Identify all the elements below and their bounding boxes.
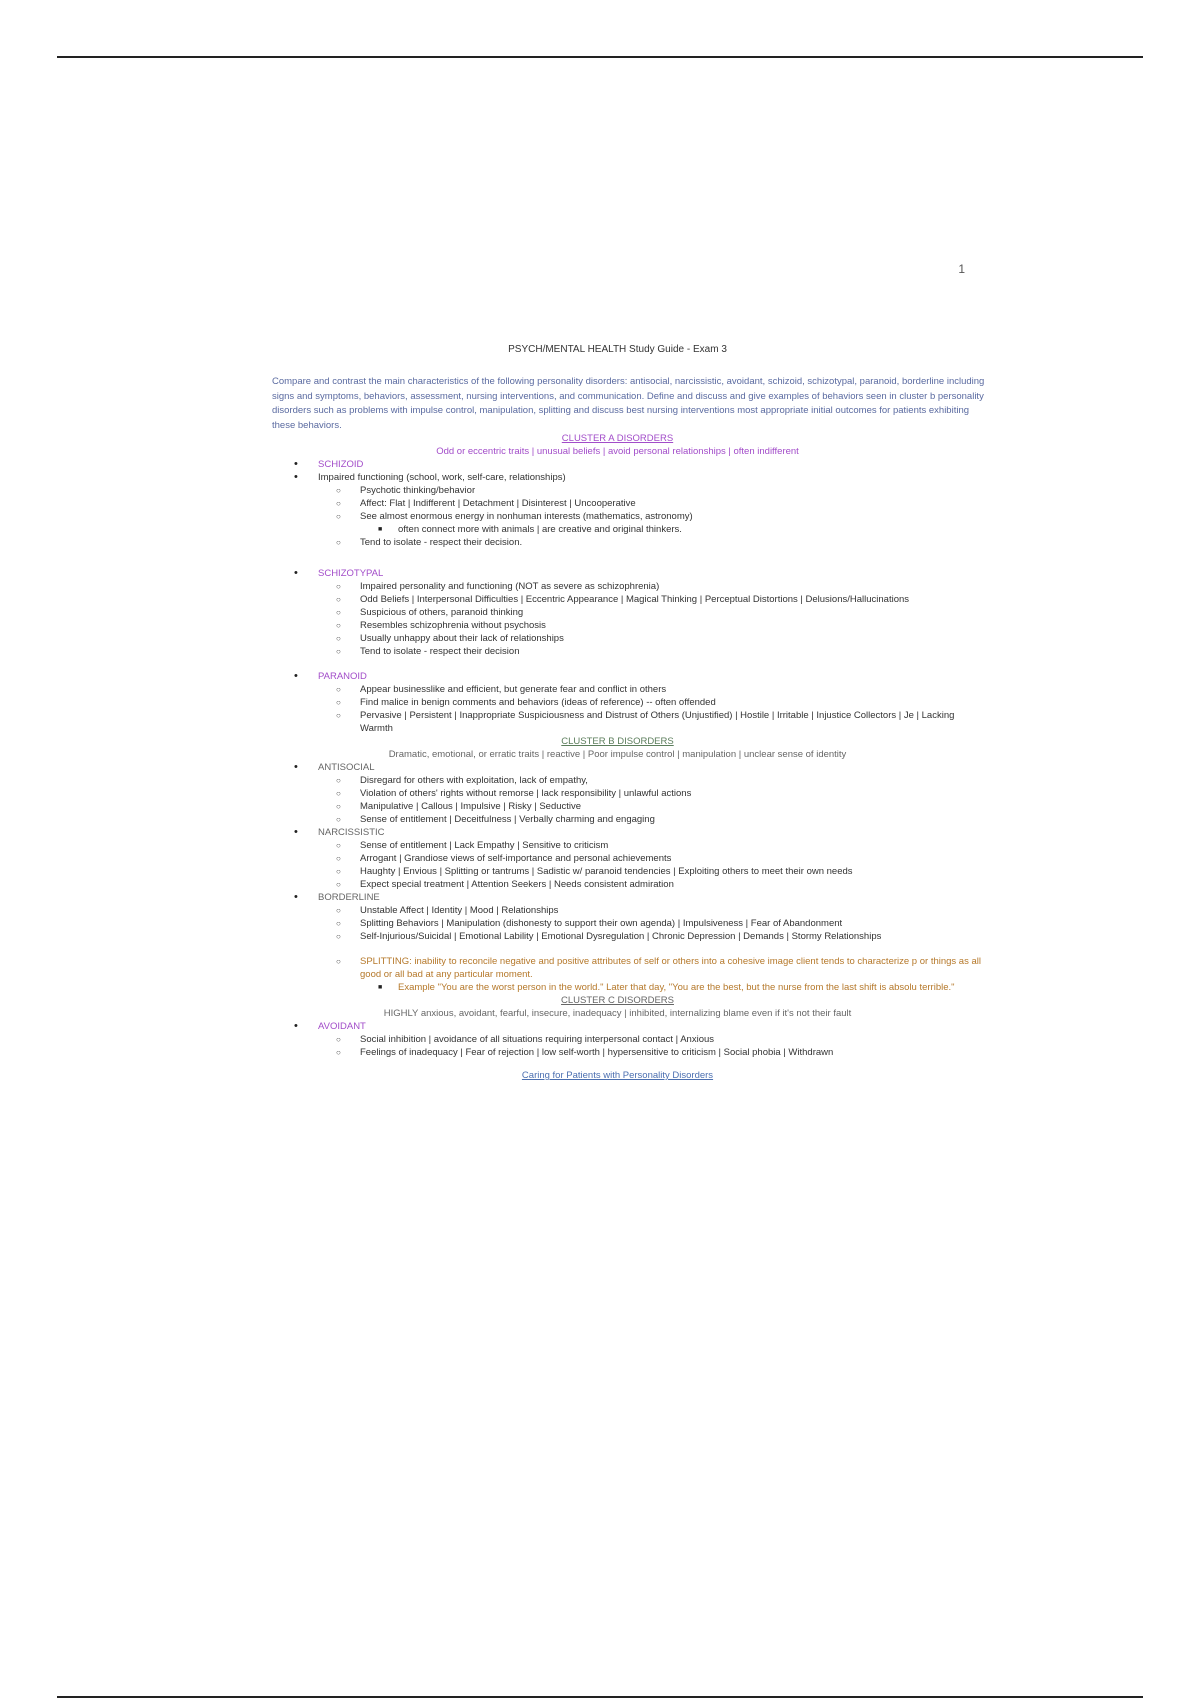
list-item: ○ Unstable Affect | Identity | Mood | Relationships <box>250 904 985 917</box>
list-item: ○ Self-Injurious/Suicidal | Emotional Lability | Emotional Dysregulation | Chronic Depression | Demands | Stormy Relationships <box>250 930 985 943</box>
list-item: ○ Splitting Behaviors | Manipulation (dishonesty to support their own agenda) | Impulsiveness | Fear of Abandonment <box>250 917 985 930</box>
paranoid-label: • PARANOID <box>250 670 985 683</box>
intro-paragraph: Compare and contrast the main characteristics of the following personality disorders: antisocial, narcissistic, avoidant, schizoid, schizotypal, paranoid, borderline including signs and symptoms, behaviors, assessment, nursing interventions, and communication. Define and discuss and give examples of behaviors seen in cluster b personality disorders such as problems with impulse control, manipulation, splitting and discuss best nursing interventions most appropriate initial outcomes for patients exhibiting these behaviors. <box>272 376 985 431</box>
list-item: ○ Find malice in benign comments and behaviors (ideas of reference) -- often offended <box>250 696 985 709</box>
list-item: ○ Psychotic thinking/behavior <box>250 484 985 497</box>
list-item: ○ Resembles schizophrenia without psychosis <box>250 619 985 632</box>
cluster-b-subtitle: Dramatic, emotional, or erratic traits | reactive | Poor impulse control | manipulation | unclear sense of identity <box>388 749 847 760</box>
list-item: ○ Expect special treatment | Attention Seekers | Needs consistent admiration <box>250 878 985 891</box>
list-item: ○ Suspicious of others, paranoid thinking <box>250 606 985 619</box>
footer-link-wrap <box>250 1069 985 1082</box>
cluster-a-subtitle: Odd or eccentric traits | unusual beliefs | avoid personal relationships | often indifferent <box>436 446 799 457</box>
list-item: ○ Sense of entitlement | Lack Empathy | Sensitive to criticism <box>250 839 985 852</box>
splitting-list <box>250 955 985 994</box>
list-item: ○ Tend to isolate - respect their decision. <box>250 536 985 549</box>
cluster-c-heading[interactable]: CLUSTER C DISORDERS <box>561 995 674 1006</box>
list-subitem: ■ often connect more with animals | are creative and original thinkers. <box>250 523 985 536</box>
schizoid-point: • Impaired functioning (school, work, self-care, relationships) <box>250 471 985 484</box>
schizotypal-list <box>250 567 985 658</box>
list-item: ○ Affect: Flat | Indifferent | Detachment | Disinterest | Uncooperative <box>250 497 985 510</box>
list-item: ○ Feelings of inadequacy | Fear of rejection | low self-worth | hypersensitive to criticism | Social phobia | Withdrawn <box>250 1046 985 1059</box>
narcissistic-label: • NARCISSISTIC <box>250 826 985 839</box>
page-number: 1 <box>958 262 965 276</box>
list-item: ○ Usually unhappy about their lack of relationships <box>250 632 985 645</box>
list-item: ○ Violation of others' rights without remorse | lack responsibility | unlawful actions <box>250 787 985 800</box>
list-item: ○ Appear businesslike and efficient, but generate fear and conflict in others <box>250 683 985 696</box>
schizotypal-label: • SCHIZOTYPAL <box>250 567 985 580</box>
list-item: ○ Impaired personality and functioning (NOT as severe as schizophrenia) <box>250 580 985 593</box>
top-rule <box>57 56 1143 58</box>
list-item: ○ Social inhibition | avoidance of all situations requiring interpersonal contact | Anxious <box>250 1033 985 1046</box>
list-item: ○ Manipulative | Callous | Impulsive | Risky | Seductive <box>250 800 985 813</box>
document-content <box>250 432 985 1082</box>
cluster-c-subtitle: HIGHLY anxious, avoidant, fearful, insecure, inadequacy | inhibited, internalizing blame even if it's not their fault <box>383 1008 852 1019</box>
antisocial-label: • ANTISOCIAL <box>250 761 985 774</box>
splitting-example: ■ Example "You are the worst person in the world." Later that day, "You are the best, but the nurse from the last shift is absolu terrible." <box>250 981 985 994</box>
list-item: ○ Disregard for others with exploitation, lack of empathy, <box>250 774 985 787</box>
list-item: ○ Sense of entitlement | Deceitfulness | Verbally charming and engaging <box>250 813 985 826</box>
schizoid-label: • SCHIZOID <box>250 458 985 471</box>
list-item: ○ Tend to isolate - respect their decision <box>250 645 985 658</box>
page-title: PSYCH/MENTAL HEALTH Study Guide - Exam 3 <box>508 344 727 355</box>
list-item: ○ See almost enormous energy in nonhuman interests (mathematics, astronomy) <box>250 510 985 523</box>
document-page <box>250 255 985 1205</box>
bottom-rule <box>57 1696 1143 1698</box>
cluster-b-heading[interactable]: CLUSTER B DISORDERS <box>561 736 674 747</box>
list-item: ○ Haughty | Envious | Splitting or tantrums | Sadistic w/ paranoid tendencies | Exploiting others to meet their own needs <box>250 865 985 878</box>
list-item: ○ Pervasive | Persistent | Inappropriate Suspiciousness and Distrust of Others (Unjustified) | Hostile | Irritable | Injustice Collectors | Je | Lacking Warmth <box>250 709 985 735</box>
paranoid-list <box>250 670 985 735</box>
list-item: ○ Arrogant | Grandiose views of self-importance and personal achievements <box>250 852 985 865</box>
avoidant-label: • AVOIDANT <box>250 1020 985 1033</box>
cluster-a-heading[interactable]: CLUSTER A DISORDERS <box>561 433 674 444</box>
caring-for-patients-link[interactable]: Caring for Patients with Personality Disorders <box>521 1070 714 1081</box>
splitting-definition: ○ SPLITTING: inability to reconcile negative and positive attributes of self or others into a cohesive image client tends to characterize p or things as all good or all bad at any particular moment. <box>250 955 985 981</box>
list-item: ○ Odd Beliefs | Interpersonal Difficulties | Eccentric Appearance | Magical Thinking | Perceptual Distortions | Delusions/Hallucinations <box>250 593 985 606</box>
cluster-b-list <box>250 761 985 943</box>
cluster-a-list <box>250 458 985 549</box>
borderline-label: • BORDERLINE <box>250 891 985 904</box>
cluster-c-list <box>250 1020 985 1059</box>
